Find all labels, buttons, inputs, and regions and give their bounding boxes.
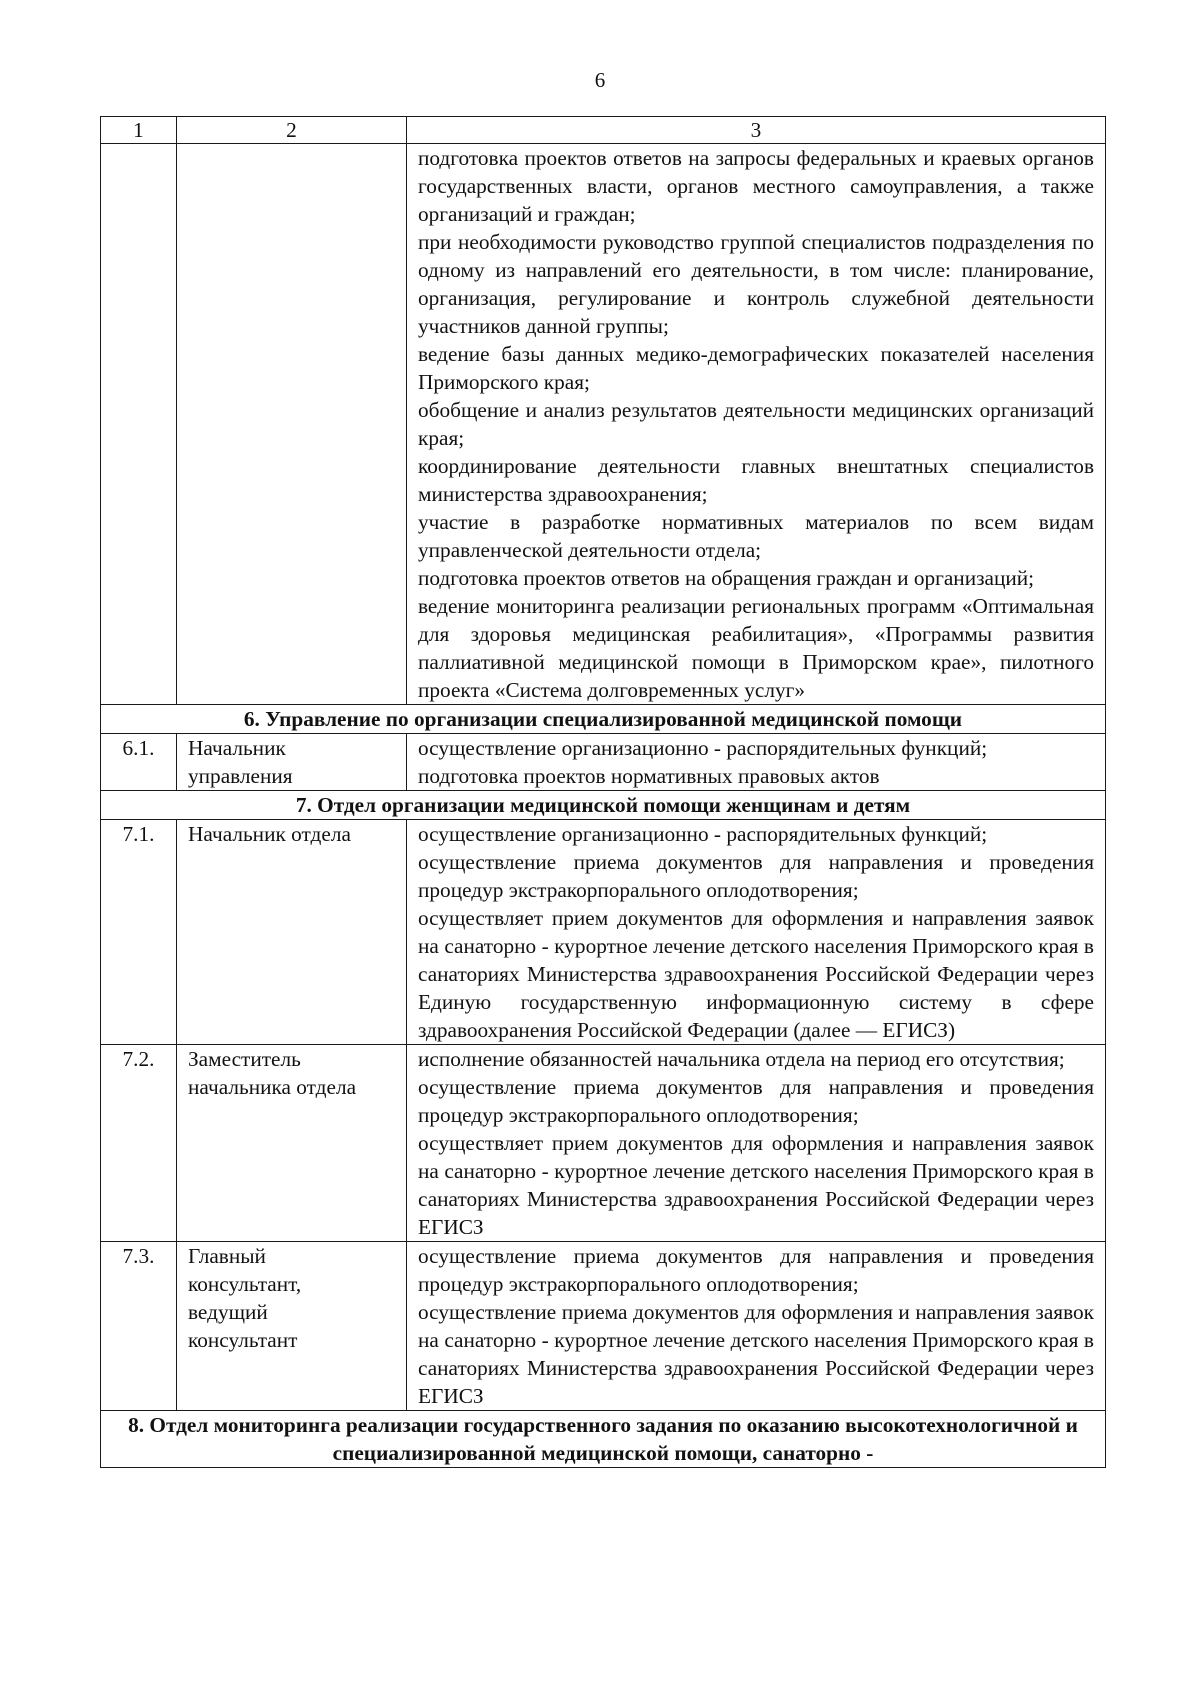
duty-item: участие в разработке нормативных материалов по всем видам управленческой деятельности отдела; [418,510,1094,562]
table-header-row [101,117,1106,144]
duty-item: ведение базы данных медико-демографических показателей населения Приморского края; [418,342,1094,394]
duty-item: осуществление приема документов для направления и проведения процедур экстракорпорального оплодотворения; [418,850,1094,902]
duties-cell [407,1242,1106,1411]
position-cell [177,1045,407,1242]
section-title: 6. Управление по организации специализированной медицинской помощи [101,705,1106,734]
column-header-position: 2 [177,117,407,144]
duty-item: подготовка проектов нормативных правовых актов [418,764,880,788]
duty-item: исполнение обязанностей начальника отдела на период его отсутствия; [418,1047,1065,1071]
column-header-duties: 3 [407,117,1106,144]
table-body [101,117,1106,1468]
row-number: 7.1. [101,820,177,1045]
duty-item: осуществляет прием документов для оформления и направления заявок на санаторно - курортное лечение детского населения Приморского края в санаториях Министерства здравоохранения Российской Федерации через Единую государственную информационную систему в сфере здравоохранения Российской Федерации (далее — ЕГИСЗ) [418,906,1094,1042]
row-number [101,144,177,705]
table-row [101,1242,1106,1411]
position-line: консультант [188,1328,298,1352]
page-number: 6 [594,68,606,92]
table-row [101,144,1106,705]
duty-item: осуществляет прием документов для оформления и направления заявок на санаторно - курортное лечение детского населения Приморского края в санаториях Министерства здравоохранения Российской Федерации через ЕГИСЗ [418,1131,1094,1239]
section-title: 7. Отдел организации медицинской помощи женщинам и детям [101,791,1106,820]
position-cell [177,734,407,791]
position-line: Начальник [188,736,286,760]
staff-duties-table [100,116,1106,1468]
position-line: начальника отдела [188,1075,357,1099]
section-heading-row [101,791,1106,820]
duty-item: осуществление организационно - распорядительных функций; [418,822,988,846]
position-line: управления [188,764,293,788]
table-row [101,734,1106,791]
duty-item: подготовка проектов ответов на обращения граждан и организаций; [418,566,1035,590]
position-line: консультант, [188,1272,302,1296]
position-line: ведущий [188,1300,268,1324]
duties-cell [407,144,1106,705]
duty-item: при необходимости руководство группой специалистов подразделения по одному из направлений его деятельности, в том числе: планирование, организация, регулирование и контроль служебной деятельности участников данной группы; [418,230,1094,338]
section-title: 8. Отдел мониторинга реализации государственного задания по оказанию высокотехнологичной и специализированной медицинской помощи, санаторно - [101,1411,1106,1468]
table-row [101,820,1106,1045]
duties-cell [407,820,1106,1045]
duty-item: ведение мониторинга реализации региональных программ «Оптимальная для здоровья медицинская реабилитация», «Программы развития паллиативной медицинской помощи в Приморском крае», пилотного проекта «Система долговременных услуг» [418,594,1094,702]
position-cell [177,820,407,1045]
row-number: 7.3. [101,1242,177,1411]
row-number: 6.1. [101,734,177,791]
duty-item: осуществление приема документов для направления и проведения процедур экстракорпорального оплодотворения; [418,1244,1094,1296]
position-line: Начальник отдела [188,822,351,846]
section-heading-row [101,705,1106,734]
row-number: 7.2. [101,1045,177,1242]
position-line: Заместитель [188,1047,301,1071]
duties-cell [407,1045,1106,1242]
position-cell [177,144,407,705]
duties-cell [407,734,1106,791]
position-cell [177,1242,407,1411]
section-heading-row [101,1411,1106,1468]
duty-item: координирование деятельности главных внештатных специалистов министерства здравоохранения; [418,454,1094,506]
duty-item: осуществление приема документов для оформления и направления заявок на санаторно - курортное лечение детского населения Приморского края в санаториях Министерства здравоохранения Российской Федерации через ЕГИСЗ [418,1300,1094,1408]
duty-item: обобщение и анализ результатов деятельности медицинских организаций края; [418,398,1094,450]
duty-item: осуществление приема документов для направления и проведения процедур экстракорпорального оплодотворения; [418,1075,1094,1127]
column-header-number: 1 [101,117,177,144]
position-line: Главный [188,1244,266,1268]
table-row [101,1045,1106,1242]
duty-item: подготовка проектов ответов на запросы федеральных и краевых органов государственных власти, органов местного самоуправления, а также организаций и граждан; [418,146,1094,226]
duty-item: осуществление организационно - распорядительных функций; [418,736,988,760]
